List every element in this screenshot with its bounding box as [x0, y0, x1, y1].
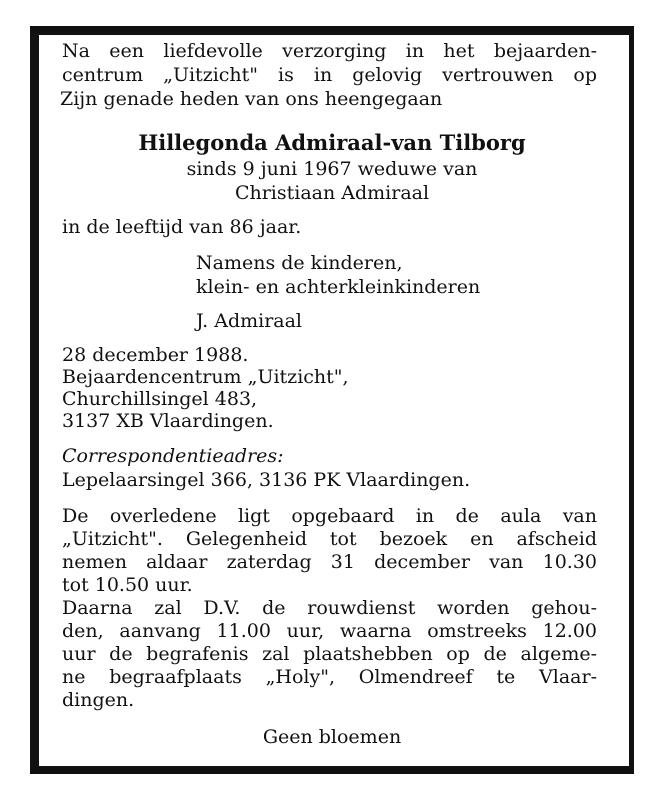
service-line-2: den, aanvang 11.00 uur, waarna omstreeks 12.00 [62, 620, 597, 642]
address-line-1: Bejaardencentrum „Uitzicht", [62, 366, 349, 388]
viewing-line-1: De overledene ligt opgebaard in de aula van [62, 505, 597, 527]
closing-line: Geen bloemen [262, 726, 402, 748]
address-line-2: Churchillsingel 483, [62, 388, 258, 410]
correspondence-label: Correspondentieadres: [62, 445, 284, 467]
notice-date: 28 december 1988. [62, 344, 249, 366]
viewing-line-4: tot 10.50 uur. [62, 574, 193, 596]
viewing-line-3: nemen aldaar zaterdag 31 december van 10.30 [62, 551, 597, 573]
intro-line-1: Na een liefdevolle verzorging in het bejaarden- [62, 40, 597, 62]
service-line-5: dingen. [62, 689, 135, 711]
correspondence-address: Lepelaarsingel 366, 3136 PK Vlaardingen. [62, 469, 471, 491]
deceased-name: Hillegonda Admiraal-van Tilborg [138, 130, 526, 155]
spouse-name: Christiaan Admiraal [234, 182, 430, 204]
widow-line: sinds 9 juni 1967 weduwe van [186, 158, 478, 180]
signature: J. Admiraal [196, 310, 303, 332]
viewing-line-2: „Uitzicht". Gelegenheid tot bezoek en afscheid [62, 528, 597, 550]
intro-line-3: Zijn genade heden van ons heengegaan [60, 88, 443, 110]
age-line: in de leeftijd van 86 jaar. [62, 216, 302, 238]
service-line-3: uur de begrafenis zal plaatshebben op de algeme- [62, 643, 597, 665]
family-line-1: Namens de kinderen, [196, 252, 403, 274]
service-line-1: Daarna zal D.V. de rouwdienst worden gehou- [62, 597, 597, 619]
intro-line-2: centrum „Uitzicht" is in gelovig vertrouwen op [62, 64, 597, 86]
address-line-3: 3137 XB Vlaardingen. [62, 410, 274, 432]
service-line-4: ne begraafplaats „Holy", Olmendreef te Vlaar- [62, 666, 597, 688]
family-line-2: klein- en achterkleinkinderen [196, 276, 481, 298]
